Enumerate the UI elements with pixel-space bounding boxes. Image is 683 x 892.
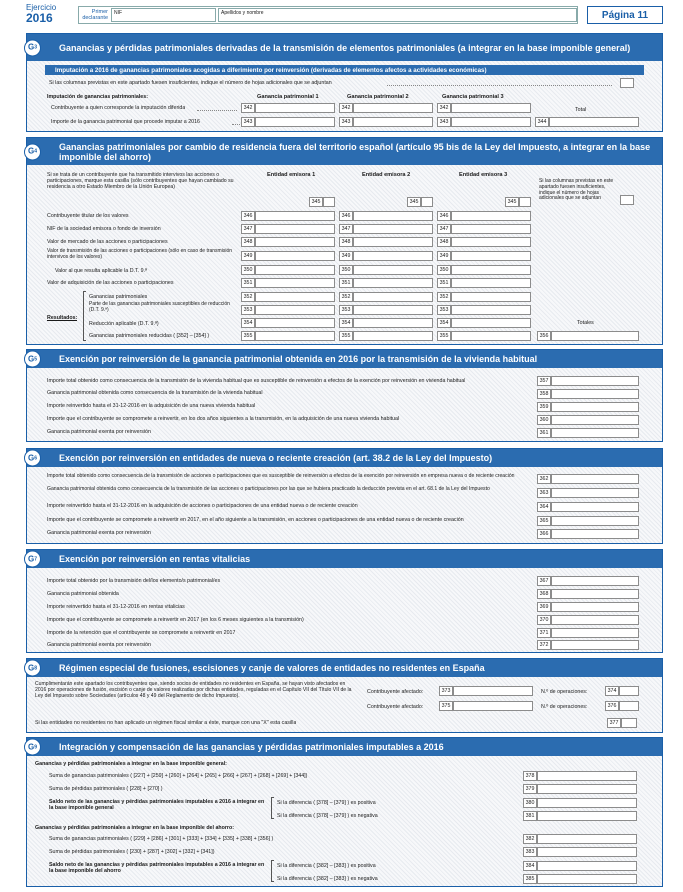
box-num: 343 bbox=[437, 117, 451, 127]
section-g8-body bbox=[27, 677, 662, 732]
g3-342-input-3[interactable] bbox=[451, 103, 531, 113]
box-num: 380 bbox=[523, 798, 537, 808]
g6-row-label: Importe que el contribuyente se compromete a reinvertir en 2017, en el año siguiente a la transmisión, en acciones o participaciones de una entidad nueva o de reciente creación bbox=[47, 517, 464, 523]
section-g4 bbox=[26, 137, 663, 345]
box-num: 358 bbox=[537, 389, 551, 399]
g4-input[interactable] bbox=[353, 224, 433, 234]
g4-totales-label: Totales bbox=[577, 320, 594, 326]
g9-dif-pos: Si la diferencia ( [378] – [379] ) es positiva bbox=[277, 800, 376, 806]
g5-input[interactable] bbox=[551, 389, 639, 399]
box-num: 356 bbox=[537, 331, 551, 341]
section-g8 bbox=[26, 658, 663, 733]
g6-row-label: Importe total obtenido como consecuencia de la transmisión de acciones o participaciones que es susceptible de reinversión a efectos de la exención por reinversión en empresa nueva o de reciente creación bbox=[47, 473, 515, 479]
box-num: 355 bbox=[437, 331, 451, 341]
g8-contrib-label: Contribuyente afectado: bbox=[367, 704, 424, 710]
page-number: Página 11 bbox=[587, 6, 663, 24]
box-num: 350 bbox=[339, 265, 353, 275]
g4-input[interactable] bbox=[451, 331, 531, 341]
section-g6 bbox=[26, 448, 663, 544]
box-num: 368 bbox=[537, 589, 551, 599]
section-g6-title: Exención por reinversión en entidades de nueva o reciente creación (art. 38.2 de la Ley del Impuesto) bbox=[59, 453, 493, 463]
g4-hojas-box[interactable] bbox=[620, 195, 634, 205]
g4-input[interactable] bbox=[255, 278, 335, 288]
box-num: 375 bbox=[439, 701, 453, 711]
box-num: 371 bbox=[537, 628, 551, 638]
g6-input[interactable] bbox=[551, 474, 639, 484]
g4-input[interactable] bbox=[353, 292, 433, 302]
section-g5 bbox=[26, 349, 663, 442]
box-num: 367 bbox=[537, 576, 551, 586]
g3-row2-label: Importe de la ganancia patrimonial que procede imputar a 2016 bbox=[51, 119, 200, 125]
g4-345-check-1[interactable] bbox=[323, 197, 335, 207]
box-num: 348 bbox=[339, 237, 353, 247]
g4-356-total[interactable] bbox=[551, 331, 639, 341]
g5-row-label: Importe total obtenido como consecuencia de la transmisión de la vivienda habitual que es susceptible de reinversión a efectos de la exención por reinversión en vivienda habitual bbox=[47, 378, 466, 384]
box-num: 355 bbox=[339, 331, 353, 341]
section-g6-title-bar bbox=[27, 449, 662, 467]
g6-badge: G 6 bbox=[24, 450, 41, 467]
box-num: 346 bbox=[339, 211, 353, 221]
g4-resultados-label: Resultados: bbox=[47, 315, 78, 321]
g4-entity2: Entidad emisora 2 bbox=[362, 172, 411, 178]
g3-343-input-3[interactable] bbox=[451, 117, 531, 127]
g9-382[interactable] bbox=[537, 834, 637, 844]
g4-input[interactable] bbox=[353, 237, 433, 247]
box-num: 357 bbox=[537, 376, 551, 386]
declarante-box bbox=[78, 6, 578, 24]
section-g9-title: Integración y compensación de las ganancias y pérdidas patrimoniales imputables a 2016 bbox=[59, 742, 444, 752]
g7-row-label: Importe de la retención que el contribuyente se compromete a reinvertir en 2017 bbox=[47, 630, 236, 636]
box-num: 351 bbox=[437, 278, 451, 288]
box-num: 354 bbox=[339, 318, 353, 328]
box-num: 381 bbox=[523, 811, 537, 821]
g5-badge: G 5 bbox=[24, 351, 41, 368]
g4-input[interactable] bbox=[255, 224, 335, 234]
box-num: 378 bbox=[523, 771, 537, 781]
g7-row-label: Ganancia patrimonial obtenida bbox=[47, 591, 119, 597]
g4-input[interactable] bbox=[451, 211, 531, 221]
box-num: 345 bbox=[505, 197, 519, 207]
g4-input[interactable] bbox=[255, 292, 335, 302]
ejercicio bbox=[26, 4, 56, 24]
g4-input[interactable] bbox=[353, 331, 433, 341]
g4-input[interactable] bbox=[353, 265, 433, 275]
g4-badge: G 4 bbox=[24, 143, 41, 160]
g4-row-label: Contribuyente titular de los valores bbox=[47, 213, 129, 219]
declarante-label: Primer declarante bbox=[82, 9, 108, 21]
box-num: 353 bbox=[339, 305, 353, 315]
g7-badge: G 7 bbox=[24, 551, 41, 568]
g7-input[interactable] bbox=[551, 628, 639, 638]
box-num: 343 bbox=[241, 117, 255, 127]
g9-383[interactable] bbox=[537, 847, 637, 857]
box-num: 346 bbox=[241, 211, 255, 221]
box-num: 353 bbox=[241, 305, 255, 315]
g7-input[interactable] bbox=[551, 589, 639, 599]
section-g5-title-bar bbox=[27, 350, 662, 368]
section-g9-title-bar bbox=[27, 738, 662, 756]
g4-input[interactable] bbox=[451, 224, 531, 234]
g4-note: Si las columnas previstas en este apartado fuesen insuficientes, indique el número de hojas adicionales que se adjuntan bbox=[539, 178, 614, 202]
box-num: 360 bbox=[537, 415, 551, 425]
g4-row-label: Valor de mercado de las acciones o participaciones bbox=[47, 239, 168, 245]
box-num: 342 bbox=[339, 103, 353, 113]
box-num: 342 bbox=[437, 103, 451, 113]
box-num: 347 bbox=[339, 224, 353, 234]
g4-row-label: Valor al que resulta aplicable la D.T. 9.ª bbox=[55, 268, 147, 274]
g5-input[interactable] bbox=[551, 415, 639, 425]
section-g6-body bbox=[27, 467, 662, 543]
box-num: 350 bbox=[241, 265, 255, 275]
g5-input[interactable] bbox=[551, 376, 639, 386]
g9-badge: G 9 bbox=[24, 739, 41, 756]
g6-input[interactable] bbox=[551, 488, 639, 498]
g3-note: Si las columnas previstas en este apartado fuesen insuficientes, indique el número de hojas adicionales que se adjuntan bbox=[49, 80, 332, 86]
g9-379[interactable] bbox=[537, 784, 637, 794]
g3-col1: Ganancia patrimonial 1 bbox=[257, 94, 319, 100]
box-num: 359 bbox=[537, 402, 551, 412]
g3-hojas-box[interactable] bbox=[620, 78, 634, 88]
g4-input[interactable] bbox=[451, 251, 531, 261]
g4-input[interactable] bbox=[255, 237, 335, 247]
section-g9-body bbox=[27, 756, 662, 886]
g8-badge: G 8 bbox=[24, 660, 41, 677]
box-num: 352 bbox=[241, 292, 255, 302]
box-num: 351 bbox=[241, 278, 255, 288]
g9-gen-head: Ganancias y pérdidas patrimoniales a integrar en la base imponible general: bbox=[35, 761, 227, 767]
g8-374-input[interactable] bbox=[619, 686, 639, 696]
box-num: 372 bbox=[537, 640, 551, 650]
page-header bbox=[26, 4, 663, 26]
box-num: 354 bbox=[241, 318, 255, 328]
g6-input[interactable] bbox=[551, 516, 639, 526]
section-g7 bbox=[26, 549, 663, 653]
g7-row-label: Importe total obtenido por la transmisión del/los elemento/s patrimonial/es bbox=[47, 578, 221, 584]
box-num: 347 bbox=[437, 224, 451, 234]
section-g4-title-bar bbox=[27, 138, 662, 165]
g4-input[interactable] bbox=[451, 237, 531, 247]
g4-input[interactable] bbox=[451, 318, 531, 328]
g5-row-label: Importe reinvertido hasta el 31-12-2016 en la adquisición de una nueva vivienda habitual bbox=[47, 403, 256, 409]
g8-376-input[interactable] bbox=[619, 701, 639, 711]
section-g8-title: Régimen especial de fusiones, escisiones y canje de valores de entidades no residentes en España bbox=[59, 663, 485, 673]
section-g9 bbox=[26, 737, 663, 887]
g9-saldo-aho: Saldo neto de las ganancias y pérdidas patrimoniales imputables a 2016 a integrar en la base imponible del ahorro bbox=[49, 862, 265, 874]
box-num: 373 bbox=[439, 686, 453, 696]
box-num: 355 bbox=[241, 331, 255, 341]
box-num: 369 bbox=[537, 602, 551, 612]
section-g3-body bbox=[27, 61, 662, 131]
box-num: 342 bbox=[241, 103, 255, 113]
g4-input[interactable] bbox=[255, 265, 335, 275]
box-num: 349 bbox=[437, 251, 451, 261]
g8-375-input[interactable] bbox=[453, 701, 533, 711]
g3-subheader: Imputación a 2016 de ganancias patrimoniales acogidas a diferimiento por reinversión (derivadas de elementos afectos a actividades económicas) bbox=[45, 65, 644, 75]
g6-input[interactable] bbox=[551, 529, 639, 539]
g9-380[interactable] bbox=[537, 798, 637, 808]
box-num: 348 bbox=[437, 237, 451, 247]
g4-entity3: Entidad emisora 3 bbox=[459, 172, 508, 178]
g4-res-label: Reducción aplicable (D.T. 9.ª) bbox=[89, 321, 159, 327]
section-g3 bbox=[26, 33, 663, 132]
box-num: 364 bbox=[537, 502, 551, 512]
section-g7-title: Exención por reinversión en rentas vitalicias bbox=[59, 554, 251, 564]
section-g5-body bbox=[27, 368, 662, 441]
g8-noper-label: N.º de operaciones: bbox=[541, 689, 588, 695]
g3-total-label: Total bbox=[575, 107, 587, 113]
g9-aho2-label: Suma de pérdidas patrimoniales ( [230] + [287] + [302] + [332] + [341]) bbox=[49, 849, 215, 855]
box-num: 365 bbox=[537, 516, 551, 526]
g4-res-label: Parte de las ganancias patrimoniales susceptibles de reducción (D.T. 9.ª) bbox=[89, 301, 230, 313]
g3-343-input-1[interactable] bbox=[255, 117, 335, 127]
g4-input[interactable] bbox=[255, 211, 335, 221]
box-num: 345 bbox=[309, 197, 323, 207]
box-num: 376 bbox=[605, 701, 619, 711]
g3-342-input-2[interactable] bbox=[353, 103, 433, 113]
g3-344-total[interactable] bbox=[549, 117, 639, 127]
g5-row-label: Ganancia patrimonial obtenida como consecuencia de la transmisión de la vivienda habitual bbox=[47, 390, 263, 396]
box-num: 366 bbox=[537, 529, 551, 539]
g4-row-label: NIF de la sociedad emisora o fondo de inversión bbox=[47, 226, 161, 232]
g7-input[interactable] bbox=[551, 615, 639, 625]
g4-input[interactable] bbox=[353, 278, 433, 288]
section-g8-title-bar bbox=[27, 659, 662, 677]
box-num: 377 bbox=[607, 718, 621, 728]
section-g4-title: Ganancias patrimoniales por cambio de residencia fuera del territorio español (artículo 95 bis de la Ley del Impuesto, a integrar en la base imponible del ahorro) bbox=[59, 141, 651, 162]
g3-badge: G 3 bbox=[24, 39, 41, 56]
box-num: 349 bbox=[339, 251, 353, 261]
ejercicio-label: Ejercicio bbox=[26, 3, 57, 12]
g4-input[interactable] bbox=[353, 251, 433, 261]
g9-dif-pos2: Si la diferencia ( [382] – [383] ) es positiva bbox=[277, 863, 376, 869]
g7-row-label: Importe que el contribuyente se compromete a reinvertir en 2017 (en los 6 meses siguientes a la transmisión) bbox=[47, 617, 304, 623]
box-num: 362 bbox=[537, 474, 551, 484]
g9-aho1-label: Suma de ganancias patrimoniales ( [229] + [286] + [301] + [333] + [334] + [335] + [338] + [356] ) bbox=[49, 836, 274, 842]
g3-col2: Ganancia patrimonial 2 bbox=[347, 94, 409, 100]
g5-row-label: Importe que el contribuyente se compromete a reinvertir, en los dos años siguientes a la transmisión, en la adquisición de una nueva vivienda habitual bbox=[47, 416, 400, 422]
box-num: 351 bbox=[339, 278, 353, 288]
g4-input[interactable] bbox=[451, 305, 531, 315]
g8-377-check[interactable] bbox=[621, 718, 637, 728]
box-num: 383 bbox=[523, 847, 537, 857]
box-num: 352 bbox=[339, 292, 353, 302]
box-num: 350 bbox=[437, 265, 451, 275]
box-num: 374 bbox=[605, 686, 619, 696]
g3-342-input-1[interactable] bbox=[255, 103, 335, 113]
g9-gen2-label: Suma de pérdidas patrimoniales ( [228] + [270] ) bbox=[49, 786, 163, 792]
g4-input[interactable] bbox=[255, 251, 335, 261]
g6-row-label: Importe reinvertido hasta el 31-12-2016 en la adquisición de acciones o participaciones de una entidad nueva o de reciente creación bbox=[47, 503, 358, 509]
g3-col3: Ganancia patrimonial 3 bbox=[442, 94, 504, 100]
g7-input[interactable] bbox=[551, 576, 639, 586]
g5-input[interactable] bbox=[551, 428, 639, 438]
box-num: 370 bbox=[537, 615, 551, 625]
g4-intro: Si se trata de un contribuyente que ha transmitido intervivos las acciones o participaciones, marque esta casilla (sólo contribuyentes que hayan cambiado su residencia a otro Estado Miembro de la Unión Europea) bbox=[47, 172, 234, 190]
section-g3-title: Ganancias y pérdidas patrimoniales derivadas de la transmisión de elementos patrimoniales (a integrar en la base imponible general) bbox=[59, 42, 631, 53]
g9-dif-neg2: Si la diferencia ( [382] – [383] ) es negativa bbox=[277, 876, 378, 882]
g9-378[interactable] bbox=[537, 771, 637, 781]
g3-imputacion-label: Imputación de ganancias patrimoniales: bbox=[47, 94, 148, 100]
section-g3-title-bar bbox=[27, 34, 662, 61]
g5-input[interactable] bbox=[551, 402, 639, 412]
box-num: 345 bbox=[407, 197, 421, 207]
box-num: 379 bbox=[523, 784, 537, 794]
g9-384[interactable] bbox=[537, 861, 637, 871]
g4-input[interactable] bbox=[353, 211, 433, 221]
g4-input[interactable] bbox=[255, 331, 335, 341]
box-num: 385 bbox=[523, 874, 537, 884]
g6-input[interactable] bbox=[551, 502, 639, 512]
box-num: 349 bbox=[241, 251, 255, 261]
g8-nota: Si las entidades no residentes no han aplicado un régimen fiscal similar a éste, marque con una "X" esta casilla bbox=[35, 720, 297, 726]
g4-input[interactable] bbox=[255, 305, 335, 315]
box-num: 353 bbox=[437, 305, 451, 315]
g7-input[interactable] bbox=[551, 640, 639, 650]
g4-input[interactable] bbox=[255, 318, 335, 328]
g9-385[interactable] bbox=[537, 874, 637, 884]
g4-res-label: Ganancias patrimoniales bbox=[89, 294, 148, 300]
g4-345-check-2[interactable] bbox=[421, 197, 433, 207]
box-num: 344 bbox=[535, 117, 549, 127]
ejercicio-year: 2016 bbox=[26, 11, 53, 25]
g7-input[interactable] bbox=[551, 602, 639, 612]
nif-field[interactable]: NIF bbox=[111, 8, 216, 22]
section-g4-body bbox=[27, 165, 662, 344]
box-num: 363 bbox=[537, 488, 551, 498]
g4-row-label: Valor de adquisición de las acciones o participaciones bbox=[47, 280, 174, 286]
box-num: 361 bbox=[537, 428, 551, 438]
g9-saldo-gen: Saldo neto de las ganancias y pérdidas patrimoniales imputables a 2016 a integrar en la base imponible general bbox=[49, 799, 265, 811]
box-num: 346 bbox=[437, 211, 451, 221]
g4-input[interactable] bbox=[451, 292, 531, 302]
g8-373-input[interactable] bbox=[453, 686, 533, 696]
g7-row-label: Importe reinvertido hasta el 31-12-2016 en rentas vitalicias bbox=[47, 604, 185, 610]
g6-row-label: Ganancia patrimonial exenta por reinversión bbox=[47, 530, 151, 536]
g8-contrib-label: Contribuyente afectado: bbox=[367, 689, 424, 695]
box-num: 343 bbox=[339, 117, 353, 127]
box-num: 382 bbox=[523, 834, 537, 844]
g4-entity1: Entidad emisora 1 bbox=[267, 172, 316, 178]
g3-row1-label: Contribuyente a quien corresponde la imputación diferida bbox=[51, 105, 186, 111]
g9-dif-neg: Si la diferencia ( [378] – [379] ) es negativa bbox=[277, 813, 378, 819]
g4-res-label: Ganancias patrimoniales reducidas ( [352] – [354] ) bbox=[89, 333, 210, 339]
g4-input[interactable] bbox=[353, 318, 433, 328]
box-num: 352 bbox=[437, 292, 451, 302]
name-field[interactable]: Apellidos y nombre bbox=[218, 8, 577, 22]
section-g5-title: Exención por reinversión de la ganancia patrimonial obtenida en 2016 por la transmisión de la vivienda habitual bbox=[59, 354, 538, 364]
g7-row-label: Ganancia patrimonial exenta por reinversión bbox=[47, 642, 151, 648]
g8-text: Cumplimentarán este apartado los contribuyentes que, siendo socios de entidades no residentes en España, se hayan visto afectados en 2016 por operaciones de fusión, escisión o canje de valores realizadas por dichas entidades, reguladas en el Capítulo VII del Título VII de la Ley del Impuesto sobre Sociedades (artículos 48 y 49 del Reglamento de dicho Impuesto). bbox=[35, 681, 352, 699]
section-g7-title-bar bbox=[27, 550, 662, 568]
box-num: 384 bbox=[523, 861, 537, 871]
g9-aho-head: Ganancias y pérdidas patrimoniales a integrar en la base imponible del ahorro: bbox=[35, 825, 234, 831]
g5-row-label: Ganancia patrimonial exenta por reinversión bbox=[47, 429, 151, 435]
g4-input[interactable] bbox=[451, 265, 531, 275]
box-num: 348 bbox=[241, 237, 255, 247]
g9-gen1-label: Suma de ganancias patrimoniales ( [227] + [259] + [260] + [264] + [265] + [266] + [267] + [268] + [269] + [344]) bbox=[49, 773, 308, 779]
g9-381[interactable] bbox=[537, 811, 637, 821]
g4-input[interactable] bbox=[451, 278, 531, 288]
g6-row-label: Ganancia patrimonial obtenida como consecuencia de la transmisión de las acciones o participaciones por las que se hubiera practicado la deducción prevista en el art. 68.1 de la Ley del Impuesto bbox=[47, 486, 490, 492]
g4-row-label: Valor de transmisión de las acciones o participaciones (sólo en caso de transmisión intervivos de los valores) bbox=[47, 248, 233, 260]
box-num: 354 bbox=[437, 318, 451, 328]
g4-345-check-3[interactable] bbox=[519, 197, 531, 207]
g4-input[interactable] bbox=[353, 305, 433, 315]
g8-noper-label: N.º de operaciones: bbox=[541, 704, 588, 710]
section-g7-body bbox=[27, 568, 662, 652]
box-num: 347 bbox=[241, 224, 255, 234]
g3-343-input-2[interactable] bbox=[353, 117, 433, 127]
